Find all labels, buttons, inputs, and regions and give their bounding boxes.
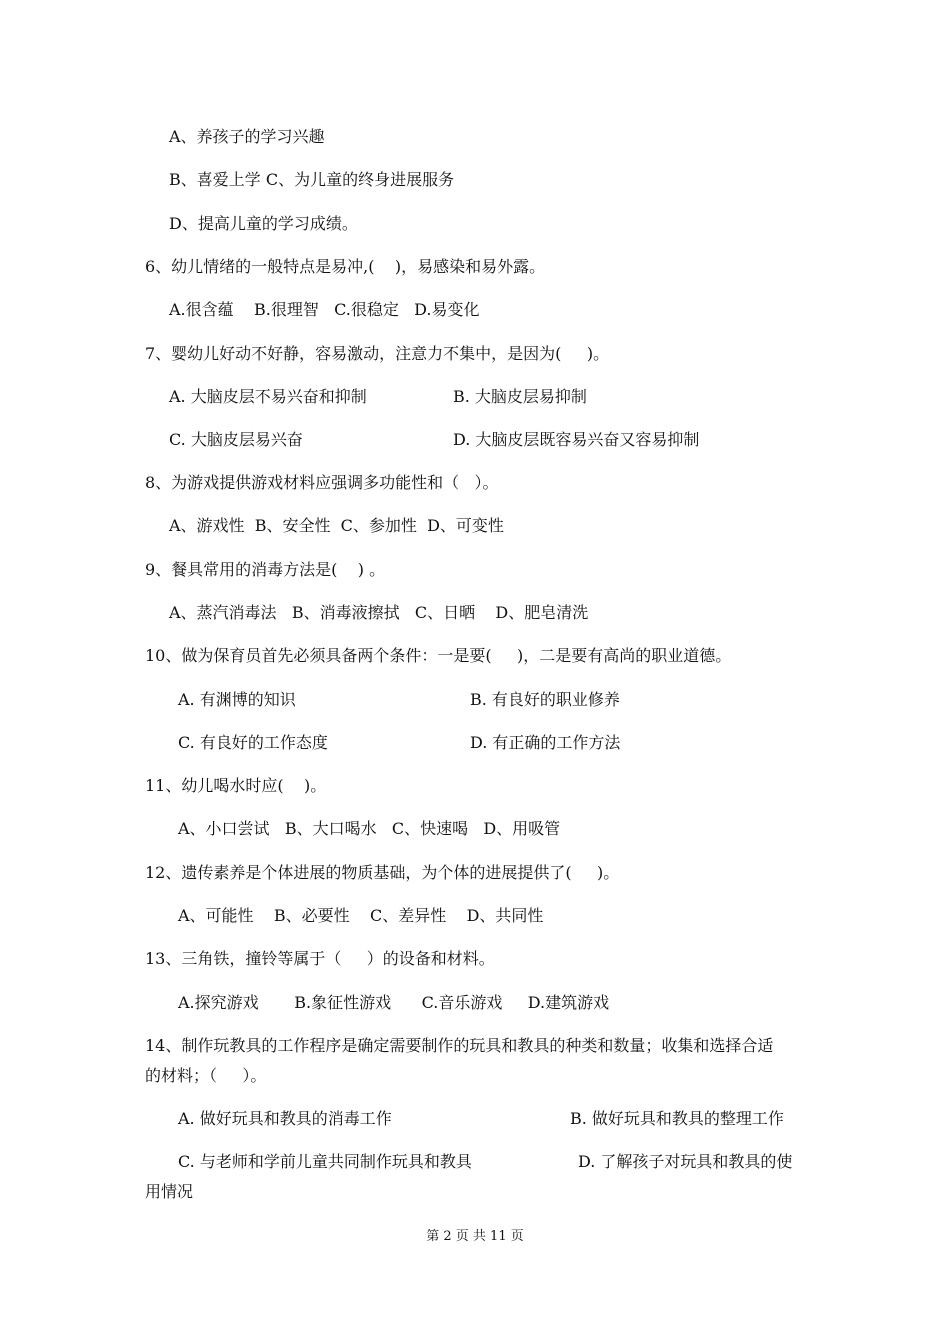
question-7-option-c: C. 大脑皮层易兴奋 <box>169 430 303 449</box>
question-7-option-b: B. 大脑皮层易抑制 <box>453 387 587 406</box>
question-8-options: A、游戏性 B、安全性 C、参加性 D、可变性 <box>169 516 504 535</box>
question-14-option-d: D. 了解孩子对玩具和教具的使 <box>578 1152 793 1171</box>
question-14: 14、制作玩教具的工作程序是确定需要制作的玩具和教具的种类和数量；收集和选择合适 <box>145 1036 774 1055</box>
question-9-options: A、蒸汽消毒法 B、消毒液擦拭 C、日晒 D、肥皂清洗 <box>169 603 589 622</box>
question-7-option-a: A. 大脑皮层不易兴奋和抑制 <box>169 387 367 406</box>
question-10-option-b: B. 有良好的职业修养 <box>470 690 620 709</box>
question-14-option-c: C. 与老师和学前儿童共同制作玩具和教具 <box>178 1152 472 1171</box>
question-7: 7、婴幼儿好动不好静，容易激动，注意力不集中，是因为( )。 <box>145 344 610 363</box>
question-12: 12、遗传素养是个体进展的物质基础，为个体的进展提供了( )。 <box>145 863 620 882</box>
question-10-option-d: D. 有正确的工作方法 <box>470 733 621 752</box>
question-9: 9、餐具常用的消毒方法是( ) 。 <box>145 560 386 579</box>
page-number-footer: 第 2 页 共 11 页 <box>426 1229 524 1244</box>
question-11: 11、幼儿喝水时应( )。 <box>145 776 327 795</box>
question-14-option-d-continued: 用情况 <box>145 1182 194 1201</box>
question-6-options: A.很含蕴 B.很理智 C.很稳定 D.易变化 <box>169 300 480 319</box>
question-14-option-b: B. 做好玩具和教具的整理工作 <box>570 1109 784 1128</box>
question-8: 8、为游戏提供游戏材料应强调多功能性和（ ）。 <box>145 473 499 492</box>
line-q5-option-bc: B、喜爱上学 C、为儿童的终身进展服务 <box>169 170 455 189</box>
question-11-options: A、小口尝试 B、大口喝水 C、快速喝 D、用吸管 <box>178 819 561 838</box>
question-14-option-a: A. 做好玩具和教具的消毒工作 <box>178 1109 392 1128</box>
question-10-option-a: A. 有渊博的知识 <box>178 690 296 709</box>
question-10-option-c: C. 有良好的工作态度 <box>178 733 328 752</box>
question-7-option-d: D. 大脑皮层既容易兴奋又容易抑制 <box>453 430 700 449</box>
question-13: 13、三角铁，撞铃等属于（ ）的设备和材料。 <box>145 949 495 968</box>
question-10: 10、做为保育员首先必须具备两个条件：一是要( )，二是要有高尚的职业道德。 <box>145 646 732 665</box>
line-q5-option-a: A、养孩子的学习兴趣 <box>169 127 325 146</box>
question-14-continued: 的材料；（ ）。 <box>145 1066 267 1085</box>
question-12-options: A、可能性 B、必要性 C、差异性 D、共同性 <box>178 906 544 925</box>
line-q5-option-d: D、提高儿童的学习成绩。 <box>169 214 358 233</box>
question-6: 6、幼儿情绪的一般特点是易冲,( )，易感染和易外露。 <box>145 257 546 276</box>
question-13-options: A.探究游戏 B.象征性游戏 C.音乐游戏 D.建筑游戏 <box>178 993 610 1012</box>
